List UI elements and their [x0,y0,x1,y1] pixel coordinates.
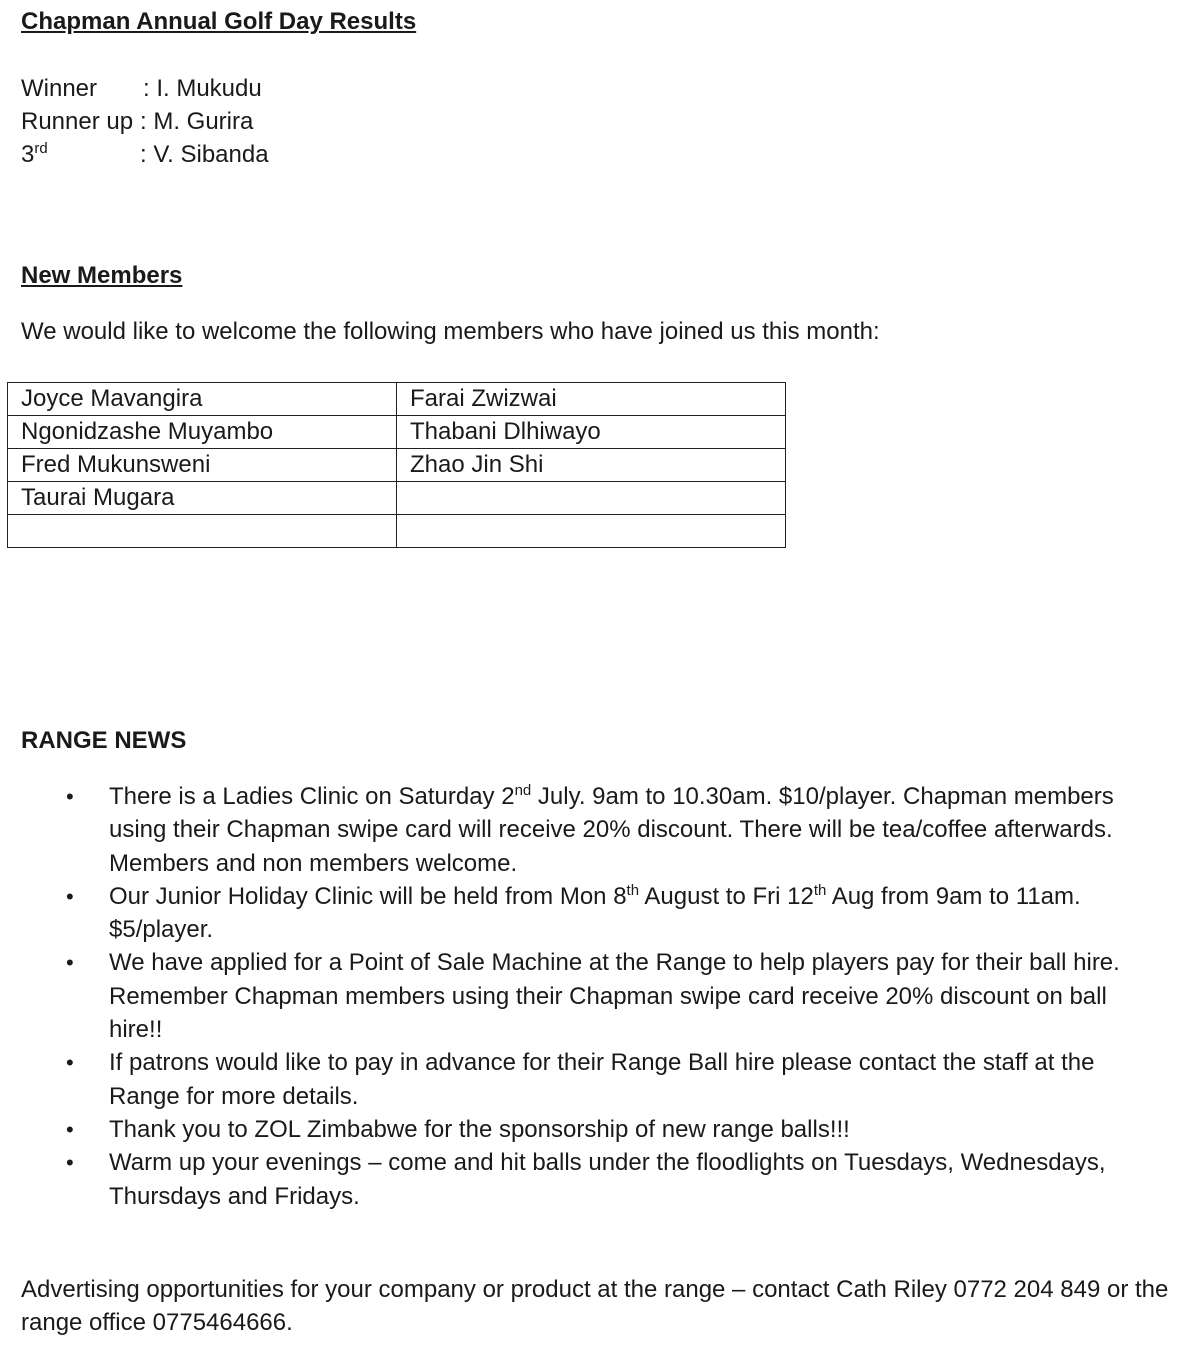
bullet-icon: • [66,883,74,909]
result-label: Runner up [21,108,134,135]
table-cell: Ngonidzashe Muyambo [8,416,397,449]
list-item: • Warm up your evenings – come and hit balls under the floodlights on Tuesdays, Wednesdays, Thursdays and Fridays. [56,1146,1156,1213]
table-row [8,482,786,515]
new-members-table [7,382,786,548]
bullet-icon: • [66,1116,74,1142]
table-cell: Zhao Jin Shi [397,449,786,482]
result-value: : V. Sibanda [140,141,269,168]
result-label: 3rd [21,140,48,168]
table-row [8,383,786,416]
list-item: • If patrons would like to pay in advance for their Range Ball hire please contact the staff at the Range for more details. [56,1046,1156,1113]
table-cell: Fred Mukunsweni [8,449,397,482]
bullet-icon: • [66,784,74,809]
table-row [8,449,786,482]
bullet-icon: • [66,1150,74,1176]
list-item: • We have applied for a Point of Sale Machine at the Range to help players pay for their ball hire. Remember Chapman members using their Chapman swipe card receive 20% discount on ball hire!! [56,946,1156,1046]
bullet-icon: • [66,1050,74,1076]
result-value: : M. Gurira [140,108,254,135]
table-row [8,416,786,449]
result-label: Winner [21,75,98,102]
new-members-intro: We would like to welcome the following members who have joined us this month: [21,318,880,345]
table-cell [397,515,786,548]
table-cell [8,515,397,548]
range-news-list [56,780,1156,1213]
table-cell [397,482,786,515]
table-cell: Thabani Dlhiwayo [397,416,786,449]
list-item: • There is a Ladies Clinic on Saturday 2nd July. 9am to 10.30am. $10/player. Chapman members using their Chapman swipe card will receive 20% discount. There will be tea/coffee afterwards. Members and non members welcome. [66,782,1114,877]
table-cell: Farai Zwizwai [397,383,786,416]
advertising-note: Advertising opportunities for your company or product at the range – contact Cath Riley 0772 204 849 or the range office 0775464666. [21,1276,1169,1336]
new-members-title: New Members [21,262,183,289]
table-cell: Joyce Mavangira [8,383,397,416]
table-row [8,515,786,548]
range-news-title: RANGE NEWS [21,727,187,754]
result-value: : I. Mukudu [143,75,262,102]
list-item: • Our Junior Holiday Clinic will be held from Mon 8th August to Fri 12th Aug from 9am to 11am. $5/player. [66,881,1081,944]
bullet-icon: • [66,950,74,976]
results-title: Chapman Annual Golf Day Results [21,8,417,35]
list-item: • Thank you to ZOL Zimbabwe for the sponsorship of new range balls!!! [56,1113,1156,1146]
table-cell: Taurai Mugara [8,482,397,515]
